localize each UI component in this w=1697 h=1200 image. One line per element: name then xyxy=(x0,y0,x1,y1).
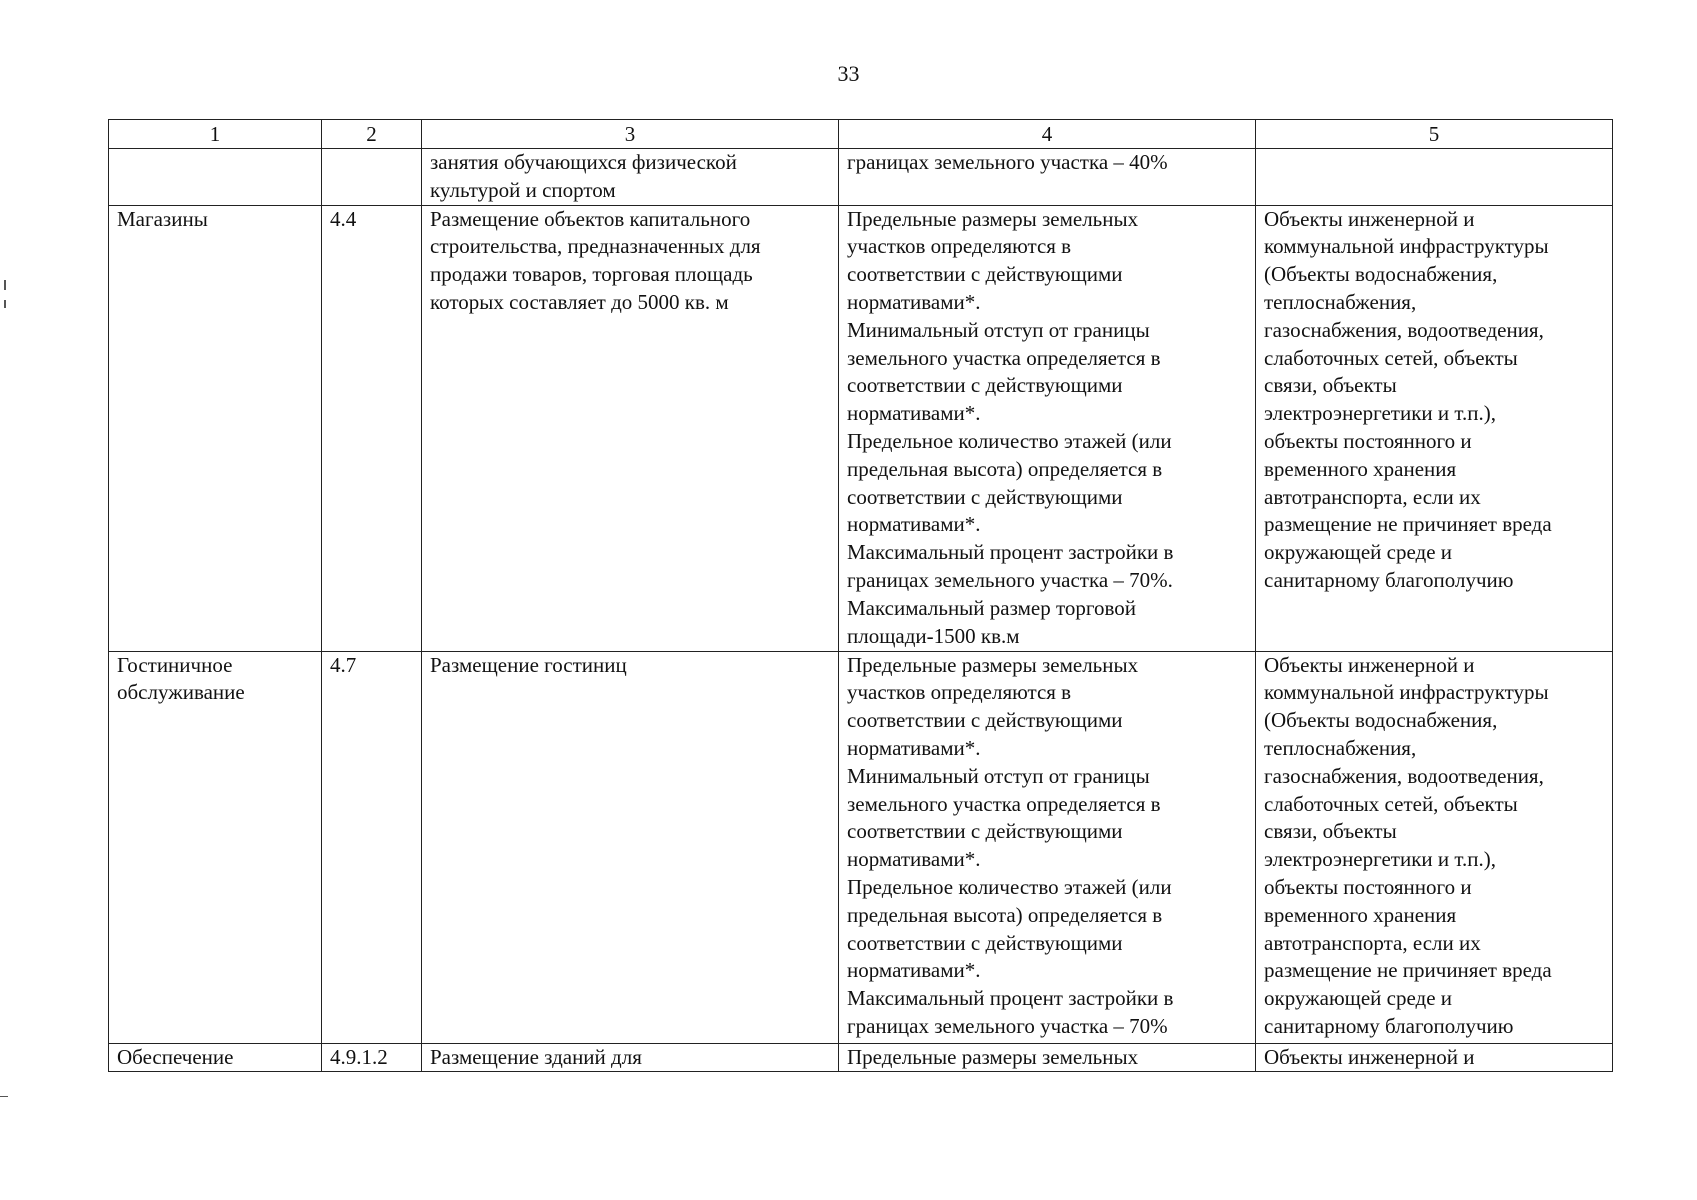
cell-text-line: Магазины xyxy=(117,206,208,231)
cell-text-line: соответствии с действующими xyxy=(847,262,1123,287)
table-row xyxy=(109,149,1613,206)
cell-text-line: Максимальный процент застройки в xyxy=(847,986,1174,1011)
cell-text-line: Предельные размеры земельных xyxy=(847,206,1139,231)
cell-auxiliary-objects xyxy=(1256,651,1613,1043)
cell-text-line: Объекты инженерной и xyxy=(1264,1044,1475,1069)
cell-text-line: санитарному благополучию xyxy=(1264,1013,1514,1038)
cell-use-type xyxy=(109,149,322,206)
cell-text-line: нормативами*. xyxy=(847,401,981,426)
cell-text-line: газоснабжения, водоотведения, xyxy=(1264,317,1544,342)
cell-text-line: Предельное количество этажей (или xyxy=(847,428,1172,453)
cell-code xyxy=(322,205,422,651)
margin-mark xyxy=(0,1096,8,1097)
cell-text-line: строительства, предназначенных для xyxy=(430,234,761,259)
cell-text-line: коммунальной инфраструктуры xyxy=(1264,680,1549,705)
cell-text-line: Максимальный процент застройки в xyxy=(847,540,1174,565)
cell-text-line: 4.9.1.2 xyxy=(330,1044,388,1069)
cell-text-line: электроэнергетики и т.п.), xyxy=(1264,401,1496,426)
cell-text-line: газоснабжения, водоотведения, xyxy=(1264,763,1544,788)
cell-text-line: теплоснабжения, xyxy=(1264,289,1417,314)
header-cell-5: 5 xyxy=(1256,120,1613,149)
cell-text-line: занятия обучающихся физической xyxy=(430,150,737,174)
cell-text-line: участков определяются в xyxy=(847,680,1072,705)
cell-text-line: нормативами*. xyxy=(847,847,981,872)
cell-text-line: Размещение объектов капитального xyxy=(430,206,751,231)
cell-text-line: Размещение зданий для xyxy=(430,1044,642,1069)
cell-text-line: Гостиничное xyxy=(117,652,233,677)
cell-text-line: размещение не причиняет вреда xyxy=(1264,512,1552,537)
cell-text-line: соответствии с действующими xyxy=(847,819,1123,844)
cell-text-line: площади-1500 кв.м xyxy=(847,623,1020,648)
cell-use-type xyxy=(109,1043,322,1072)
cell-text-line: объекты постоянного и xyxy=(1264,428,1472,453)
cell-text-line: предельная высота) определяется в xyxy=(847,456,1163,481)
header-cell-4: 4 xyxy=(839,120,1256,149)
cell-text-line: соответствии с действующими xyxy=(847,373,1123,398)
cell-text-line: границах земельного участка – 70% xyxy=(847,1013,1168,1038)
regulations-table xyxy=(108,119,1613,1072)
cell-text-line: связи, объекты xyxy=(1264,373,1397,398)
cell-text-line: связи, объекты xyxy=(1264,819,1397,844)
cell-text-line: участков определяются в xyxy=(847,234,1072,259)
header-cell-2: 2 xyxy=(322,120,422,149)
cell-text-line: автотранспорта, если их xyxy=(1264,930,1481,955)
cell-text-line: предельная высота) определяется в xyxy=(847,902,1163,927)
binding-mark xyxy=(4,300,6,308)
cell-text-line: Максимальный размер торговой xyxy=(847,595,1136,620)
cell-text-line: временного хранения xyxy=(1264,902,1457,927)
cell-text-line: нормативами*. xyxy=(847,735,981,760)
cell-text-line: Предельные размеры земельных xyxy=(847,1044,1139,1069)
cell-description xyxy=(422,205,839,651)
cell-text-line: санитарному благополучию xyxy=(1264,567,1514,592)
cell-text-line: окружающей среде и xyxy=(1264,986,1453,1011)
cell-text-line: границах земельного участка – 70%. xyxy=(847,567,1173,592)
cell-text-line: соответствии с действующими xyxy=(847,930,1123,955)
cell-parameters xyxy=(839,651,1256,1043)
cell-text-line: Объекты инженерной и xyxy=(1264,206,1475,231)
cell-text-line: 4.4 xyxy=(330,206,357,231)
cell-text-line: размещение не причиняет вреда xyxy=(1264,958,1552,983)
cell-text-line: земельного участка определяется в xyxy=(847,791,1161,816)
cell-text-line: которых составляет до 5000 кв. м xyxy=(430,289,729,314)
cell-text-line: (Объекты водоснабжения, xyxy=(1264,262,1498,287)
cell-text-line: соответствии с действующими xyxy=(847,484,1123,509)
page-number: 33 xyxy=(837,61,860,86)
cell-text-line: слаботочных сетей, объекты xyxy=(1264,791,1518,816)
cell-text-line: электроэнергетики и т.п.), xyxy=(1264,847,1496,872)
table-row xyxy=(109,651,1613,1043)
cell-text-line: Предельные размеры земельных xyxy=(847,652,1139,677)
cell-text-line: Объекты инженерной и xyxy=(1264,652,1475,677)
cell-use-type xyxy=(109,205,322,651)
cell-text-line: Предельное количество этажей (или xyxy=(847,874,1172,899)
cell-code xyxy=(322,651,422,1043)
cell-text-line: границах земельного участка – 40% xyxy=(847,150,1168,174)
cell-parameters xyxy=(839,1043,1256,1072)
cell-text-line: автотранспорта, если их xyxy=(1264,484,1481,509)
cell-description xyxy=(422,149,839,206)
cell-text-line: нормативами*. xyxy=(847,958,981,983)
cell-text-line: Размещение гостиниц xyxy=(430,652,627,677)
cell-text-line: обслуживание xyxy=(117,680,245,705)
cell-text-line: объекты постоянного и xyxy=(1264,874,1472,899)
cell-text-line: продажи товаров, торговая площадь xyxy=(430,262,753,287)
cell-text-line: слаботочных сетей, объекты xyxy=(1264,345,1518,370)
cell-text-line: Минимальный отступ от границы xyxy=(847,763,1150,788)
table-header-row xyxy=(109,120,1613,149)
cell-auxiliary-objects xyxy=(1256,205,1613,651)
table-row xyxy=(109,1043,1613,1072)
cell-text-line: нормативами*. xyxy=(847,289,981,314)
header-cell-1: 1 xyxy=(109,120,322,149)
cell-description xyxy=(422,1043,839,1072)
cell-auxiliary-objects xyxy=(1256,149,1613,206)
cell-text-line: Минимальный отступ от границы xyxy=(847,317,1150,342)
cell-text-line: нормативами*. xyxy=(847,512,981,537)
cell-description xyxy=(422,651,839,1043)
cell-use-type xyxy=(109,651,322,1043)
cell-text-line: земельного участка определяется в xyxy=(847,345,1161,370)
cell-text-line: теплоснабжения, xyxy=(1264,735,1417,760)
cell-text-line: коммунальной инфраструктуры xyxy=(1264,234,1549,259)
cell-text-line: культурой и спортом xyxy=(430,177,616,202)
cell-parameters xyxy=(839,205,1256,651)
binding-mark xyxy=(4,280,6,290)
cell-code xyxy=(322,1043,422,1072)
cell-text-line: временного хранения xyxy=(1264,456,1457,481)
cell-text-line: соответствии с действующими xyxy=(847,708,1123,733)
cell-text-line: (Объекты водоснабжения, xyxy=(1264,708,1498,733)
cell-code xyxy=(322,149,422,206)
cell-text-line: 4.7 xyxy=(330,652,357,677)
cell-text-line: Обеспечение xyxy=(117,1044,234,1069)
table-row xyxy=(109,205,1613,651)
cell-auxiliary-objects xyxy=(1256,1043,1613,1072)
header-cell-3: 3 xyxy=(422,120,839,149)
cell-text-line: окружающей среде и xyxy=(1264,540,1453,565)
cell-parameters xyxy=(839,149,1256,206)
